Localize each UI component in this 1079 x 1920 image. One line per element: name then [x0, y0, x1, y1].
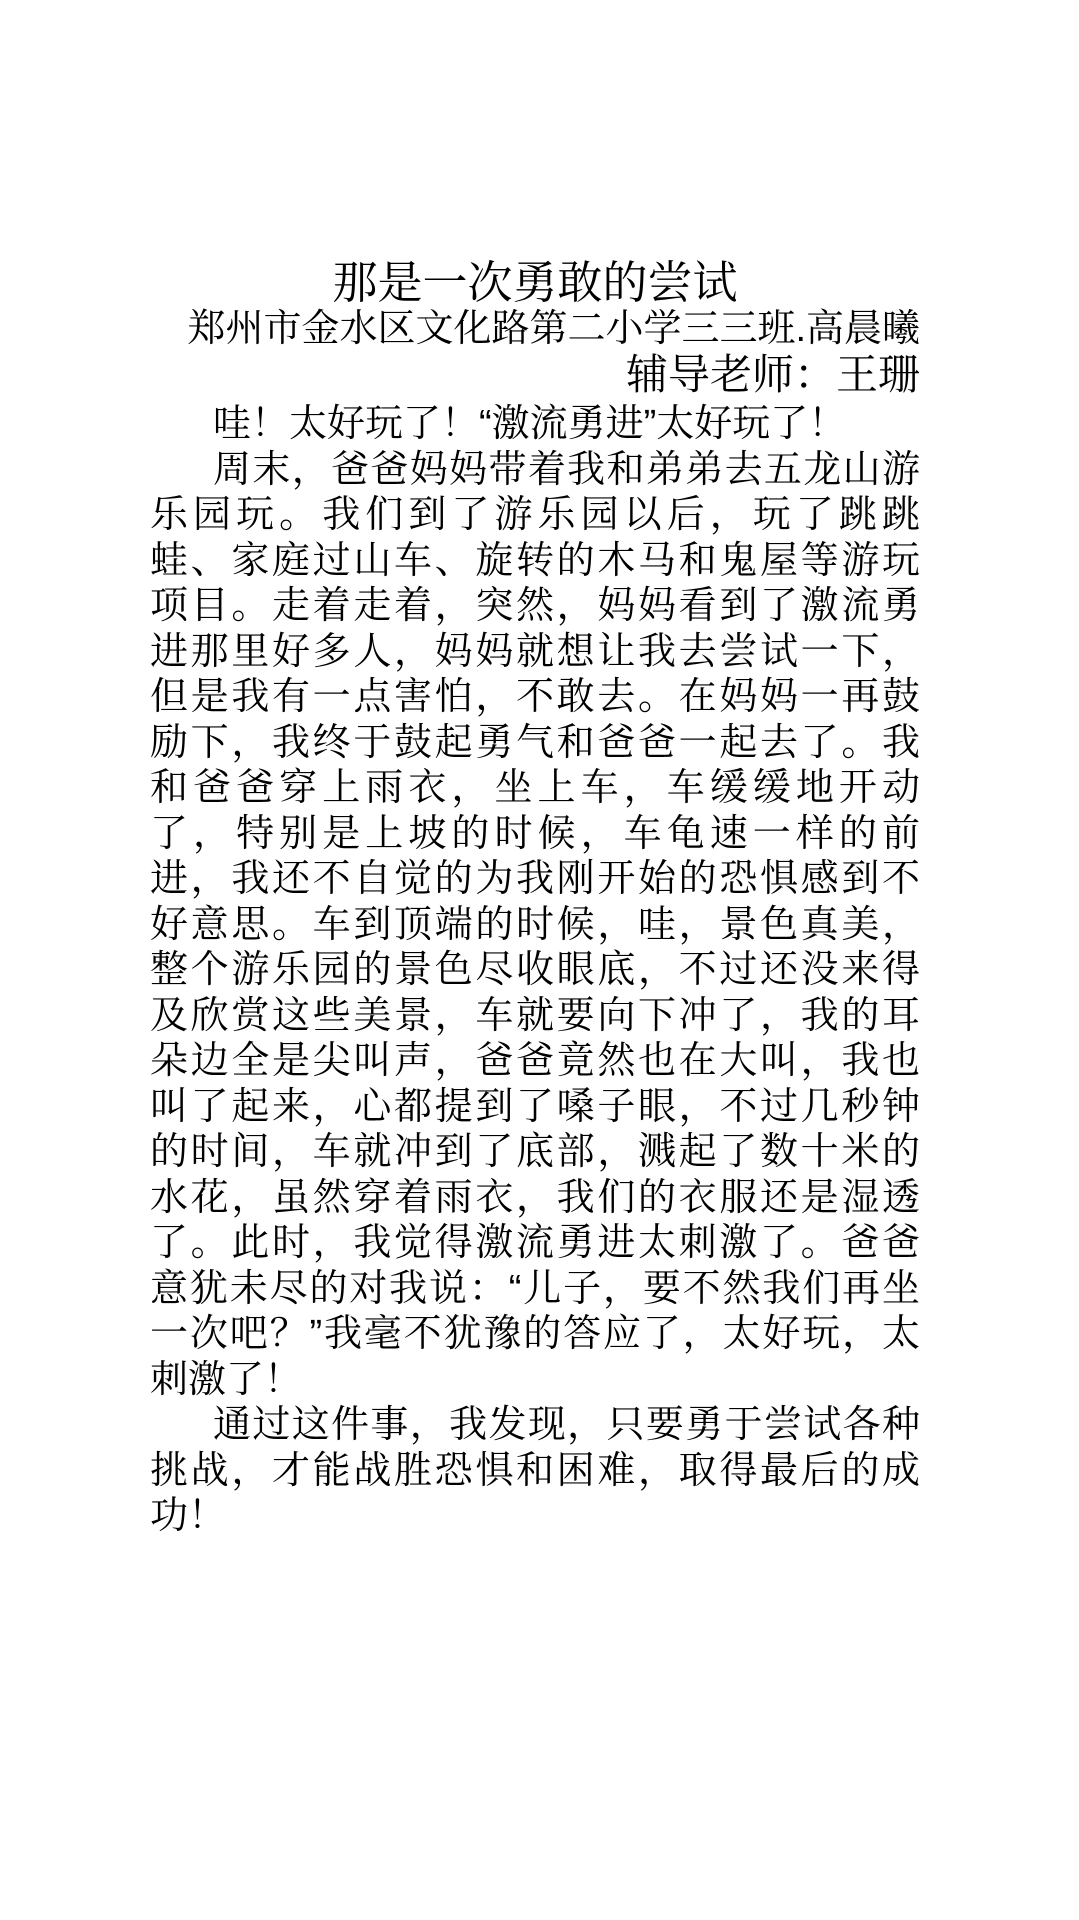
essay-line: 励下，我终于鼓起勇气和爸爸一起去了。我 [150, 721, 920, 764]
essay-line: 及欣赏这些美景，车就要向下冲了，我的耳 [150, 994, 920, 1037]
essay-line: 哇！太好玩了！“激流勇进”太好玩了！ [213, 403, 847, 445]
essay-line: 叫了起来，心都提到了嗓子眼，不过几秒钟 [150, 1085, 920, 1128]
essay-line: 刺激了！ [150, 1358, 303, 1401]
essay-body [150, 402, 920, 1540]
essay-line: 蛙、家庭过山车、旋转的木马和鬼屋等游玩 [150, 539, 920, 582]
essay-line: 项目。走着走着，突然，妈妈看到了激流勇 [150, 585, 920, 627]
essay-teacher-line: 辅导老师：王珊 [625, 351, 920, 398]
essay-line: 周末，爸爸妈妈带着我和弟弟去五龙山游 [213, 448, 920, 491]
essay-byline: 郑州市金水区文化路第二小学三三班.高晨曦 [187, 308, 920, 350]
essay-line: 进，我还不自觉的为我刚开始的恐惧感到不 [150, 858, 920, 900]
essay-line: 了，特别是上坡的时候，车龟速一样的前 [150, 812, 920, 855]
essay-line: 但是我有一点害怕，不敢去。在妈妈一再鼓 [150, 676, 920, 718]
essay-line: 功！ [150, 1495, 227, 1537]
essay-title: 那是一次勇敢的尝试 [332, 257, 738, 308]
essay-line: 挑战，才能战胜恐惧和困难，取得最后的成 [150, 1449, 920, 1492]
essay-line: 一次吧？”我毫不犹豫的答应了，太好玩，太 [150, 1313, 920, 1355]
essay-line: 通过这件事，我发现，只要勇于尝试各种 [213, 1404, 920, 1446]
essay-line: 进那里好多人，妈妈就想让我去尝试一下， [150, 630, 920, 673]
essay-line: 意犹未尽的对我说：“儿子，要不然我们再坐 [150, 1267, 920, 1310]
essay-line: 和爸爸穿上雨衣，坐上车，车缓缓地开动 [150, 767, 920, 809]
essay-line: 好意思。车到顶端的时候，哇，景色真美， [150, 903, 920, 946]
essay-line: 朵边全是尖叫声，爸爸竟然也在大叫，我也 [150, 1040, 920, 1082]
essay-line: 水花，虽然穿着雨衣，我们的衣服还是湿透 [150, 1176, 920, 1219]
essay-line: 乐园玩。我们到了游乐园以后，玩了跳跳 [150, 494, 920, 536]
essay-line: 了。此时，我觉得激流勇进太刺激了。爸爸 [150, 1222, 920, 1264]
essay-line: 的时间，车就冲到了底部，溅起了数十米的 [150, 1131, 920, 1173]
essay-line: 整个游乐园的景色尽收眼底，不过还没来得 [150, 949, 920, 991]
